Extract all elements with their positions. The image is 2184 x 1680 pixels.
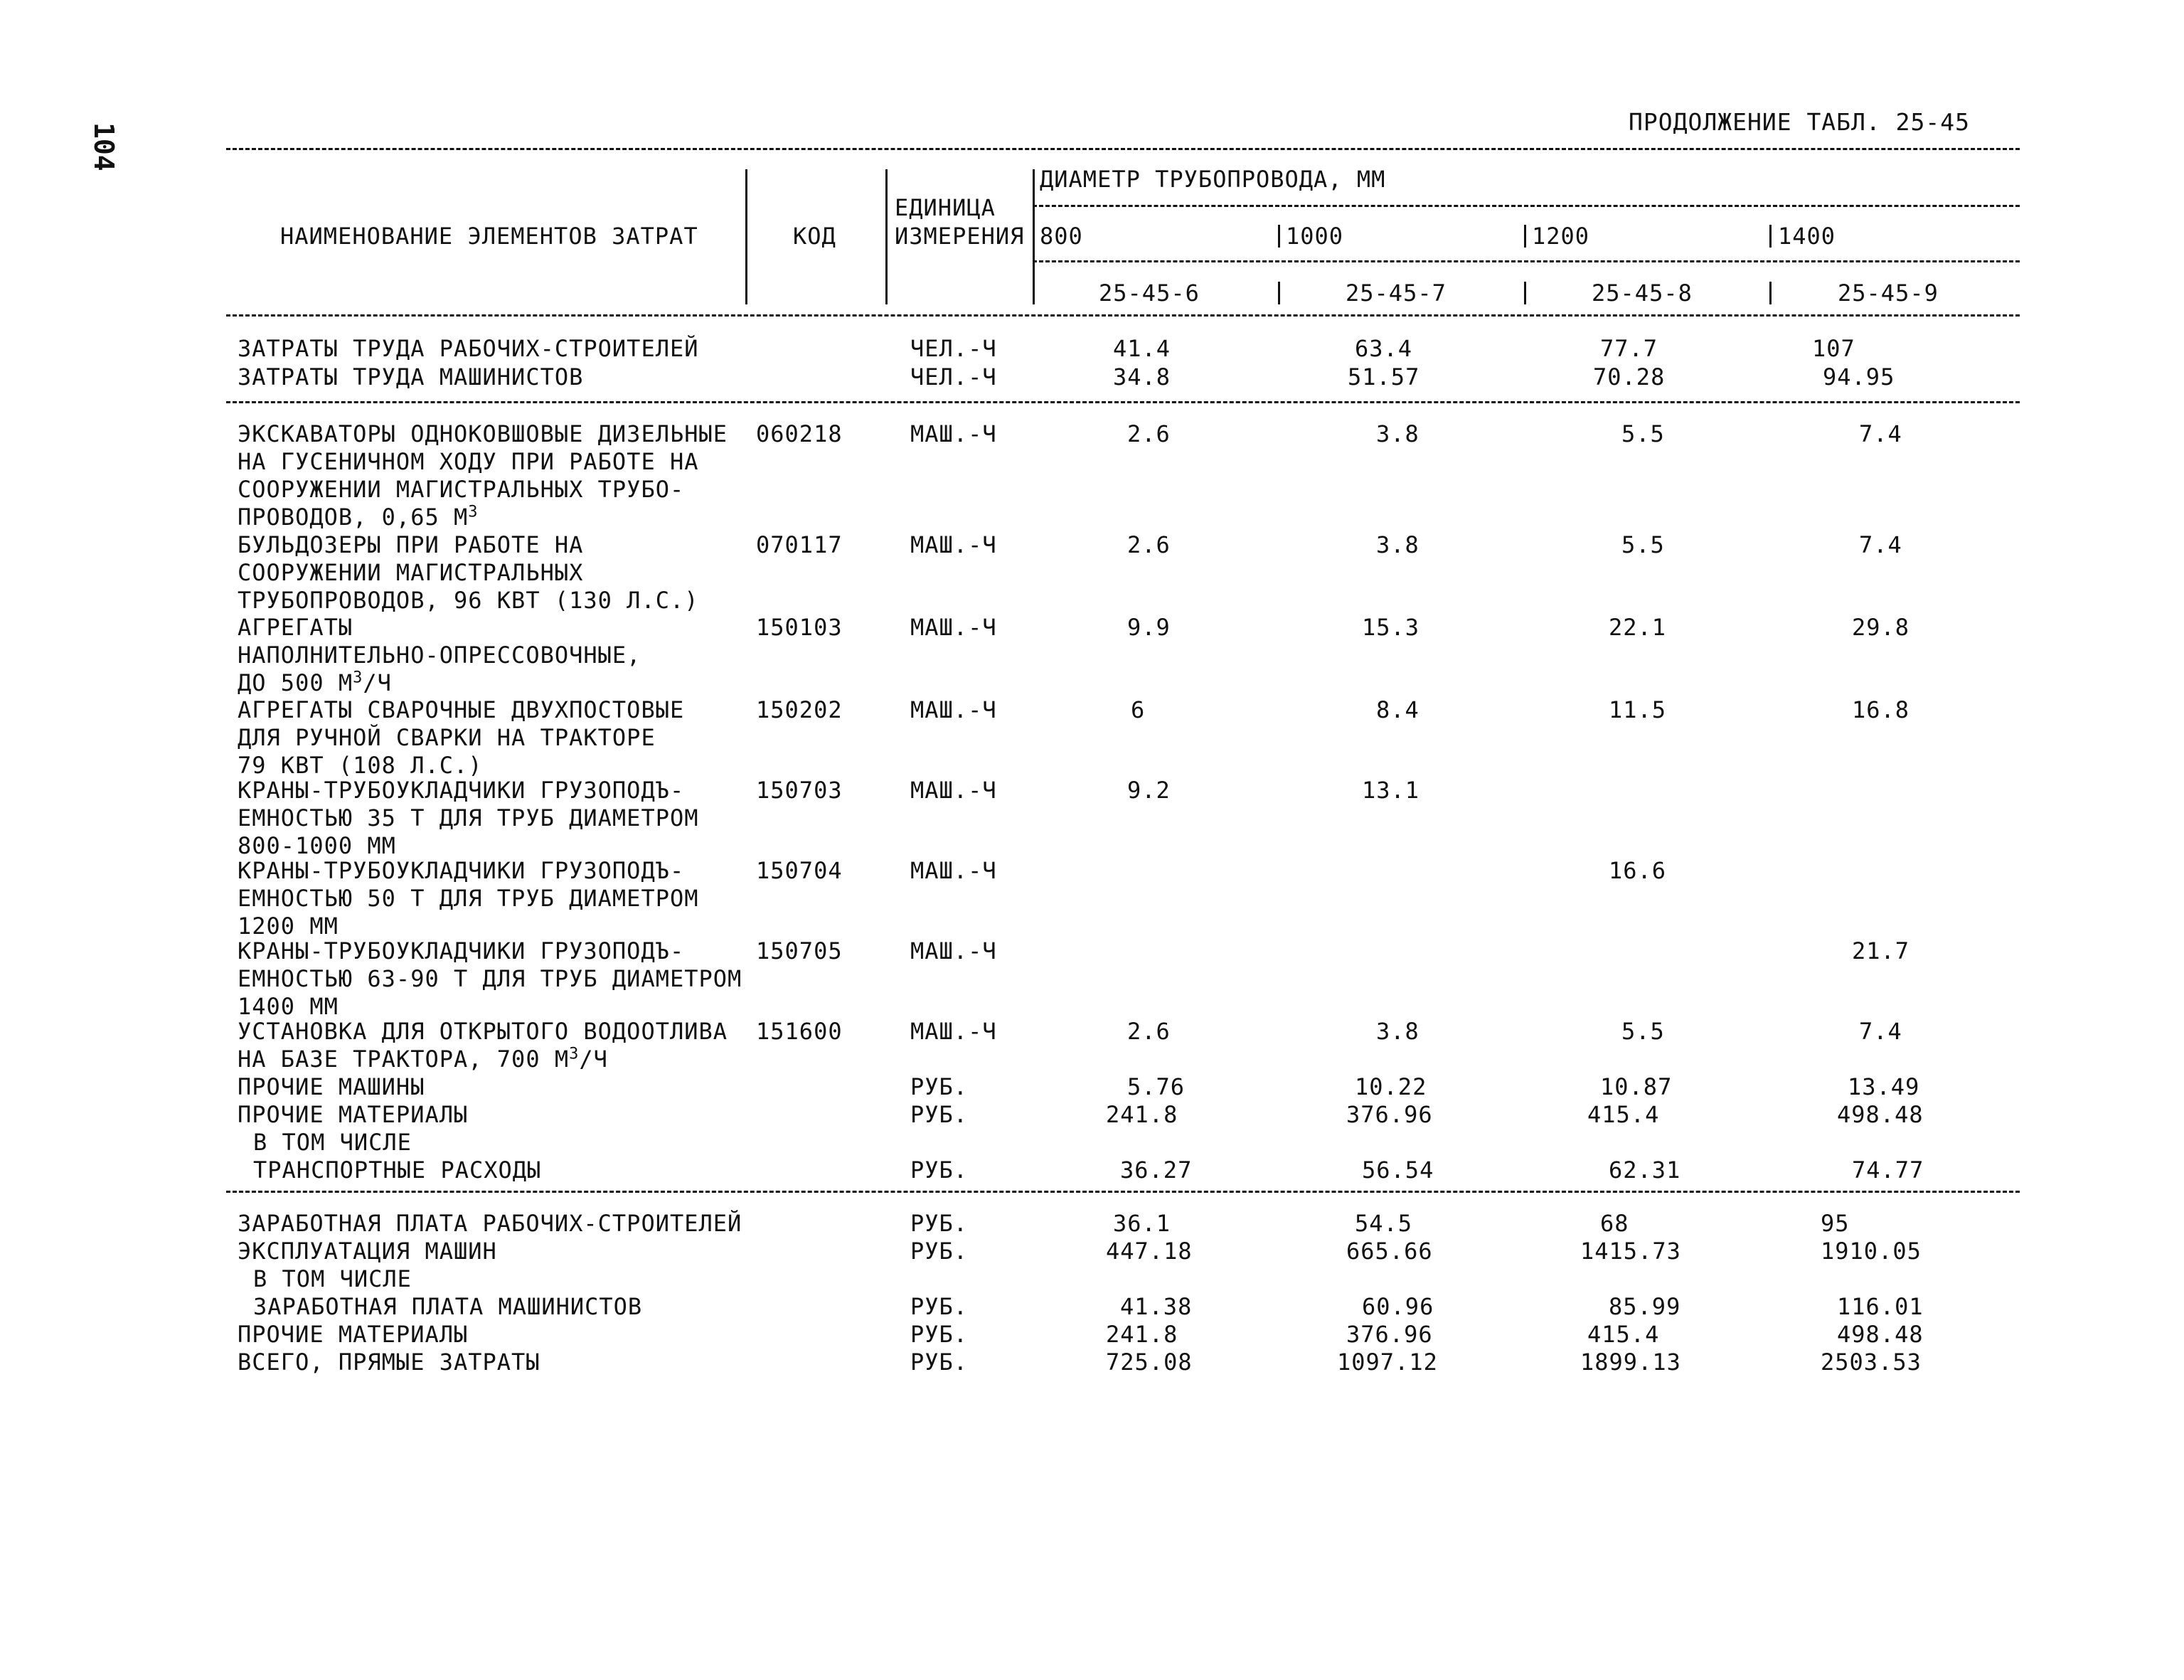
row-unit: МАШ.-Ч [910, 420, 997, 447]
row-value-800: 447.18 [1106, 1238, 1193, 1265]
header-code-25-45-8: 25-45-8 [1592, 280, 1693, 307]
row-name: ЗАТРАТЫ ТРУДА РАБОЧИХ-СТРОИТЕЛЕЙ [238, 335, 699, 362]
row-code: 150703 [756, 777, 843, 804]
row-name-line: УСТАНОВКА ДЛЯ ОТКРЫТОГО ВОДООТЛИВА [238, 1018, 728, 1045]
row-value-800: 2.6 [1127, 1018, 1171, 1045]
row-name-line: СООРУЖЕНИИ МАГИСТРАЛЬНЫХ ТРУБО- [238, 476, 685, 503]
row-unit: МАШ.-Ч [910, 937, 997, 964]
row-name-line: НА ГУСЕНИЧНОМ ХОДУ ПРИ РАБОТЕ НА [238, 448, 699, 475]
table-caption: ПРОДОЛЖЕНИЕ ТАБЛ. 25-45 [1629, 108, 1970, 136]
row-unit: РУБ. [910, 1073, 969, 1100]
header-diameter-rule [1033, 260, 2020, 262]
row-value-800: 5.76 [1127, 1073, 1186, 1100]
header-divider [885, 169, 888, 304]
row-unit: РУБ. [910, 1157, 969, 1184]
row-unit: МАШ.-Ч [910, 1018, 997, 1045]
row-value-1400: 94.95 [1823, 363, 1895, 390]
page-number: 104 [88, 122, 119, 171]
row-name: ПРОЧИЕ МАШИНЫ [238, 1073, 425, 1100]
header-bottom-rule [226, 314, 2020, 317]
row-code: 060218 [756, 420, 843, 447]
row-value-1000: 1097.12 [1337, 1349, 1438, 1376]
row-name: ТРАНСПОРТНЫЕ РАСХОДЫ [253, 1157, 542, 1184]
header-divider [1524, 282, 1526, 304]
header-diameter-1200: 1200 [1532, 223, 1590, 250]
header-code-25-45-6: 25-45-6 [1099, 280, 1200, 307]
row-value-800: 41.4 [1113, 335, 1171, 362]
row-name-line: ЭКСКАВАТОРЫ ОДНОКОВШОВЫЕ ДИЗЕЛЬНЫЕ [238, 420, 728, 447]
row-name-line [238, 1045, 608, 1073]
row-value-1400: 498.48 [1837, 1321, 1924, 1348]
row-value-1400: 116.01 [1837, 1293, 1924, 1320]
row-unit: ЧЕЛ.-Ч [910, 335, 997, 362]
row-unit: ЧЕЛ.-Ч [910, 363, 997, 390]
row-unit: РУБ. [910, 1349, 969, 1376]
row-value-1200: 1415.73 [1580, 1238, 1681, 1265]
row-value-1200: 70.28 [1593, 363, 1666, 390]
row-name-line: ЕМНОСТЬЮ 63-90 Т ДЛЯ ТРУБ ДИАМЕТРОМ [238, 965, 742, 992]
row-value-800: 6 [1131, 696, 1146, 723]
row-name-line [238, 503, 479, 531]
row-name: ПРОЧИЕ МАТЕРИАЛЫ [238, 1321, 469, 1348]
row-value-1000: 10.22 [1355, 1073, 1427, 1100]
superscript: 3 [353, 669, 363, 687]
header-diameter-group: ДИАМЕТР ТРУБОПРОВОДА, ММ [1040, 166, 1386, 193]
row-name: ЗАРАБОТНАЯ ПЛАТА МАШИНИСТОВ [253, 1293, 643, 1320]
row-value-1000: 3.8 [1376, 420, 1419, 447]
row-code: 150705 [756, 937, 843, 964]
row-value-800: 41.38 [1120, 1293, 1193, 1320]
row-name-line: БУЛЬДОЗЕРЫ ПРИ РАБОТЕ НА [238, 531, 584, 558]
row-name-line: 79 КВТ (108 Л.С.) [238, 752, 483, 779]
row-value-1200: 11.5 [1609, 696, 1667, 723]
header-divider [1769, 282, 1772, 304]
row-value-1400: 13.49 [1848, 1073, 1920, 1100]
row-value-800: 241.8 [1106, 1101, 1178, 1128]
row-value-800: 2.6 [1127, 531, 1171, 558]
row-name-line: 1400 ММ [238, 993, 339, 1020]
row-name-text: /Ч [363, 669, 392, 696]
row-name-line: ДЛЯ РУЧНОЙ СВАРКИ НА ТРАКТОРЕ [238, 724, 656, 751]
section-rule [226, 1191, 2020, 1193]
row-name: ВСЕГО, ПРЯМЫЕ ЗАТРАТЫ [238, 1349, 540, 1376]
row-unit: РУБ. [910, 1210, 969, 1237]
header-diameter-1000: 1000 [1286, 223, 1344, 250]
row-value-800: 34.8 [1113, 363, 1171, 390]
row-value-800: 9.9 [1127, 614, 1171, 641]
superscript: 3 [468, 503, 479, 521]
row-unit: МАШ.-Ч [910, 857, 997, 884]
row-value-1000: 376.96 [1346, 1101, 1433, 1128]
row-name-line [238, 669, 392, 697]
header-unit-col-line1: ЕДИНИЦА [895, 194, 996, 221]
row-name-text: /Ч [579, 1046, 608, 1073]
row-value-1200: 77.7 [1600, 335, 1658, 362]
header-top-rule [226, 148, 2020, 150]
row-name: ЗАРАБОТНАЯ ПЛАТА РАБОЧИХ-СТРОИТЕЛЕЙ [238, 1210, 742, 1237]
row-unit: МАШ.-Ч [910, 531, 997, 558]
row-name-line: АГРЕГАТЫ СВАРОЧНЫЕ ДВУХПОСТОВЫЕ [238, 696, 685, 723]
row-value-1200: 16.6 [1609, 857, 1667, 884]
header-divider [1524, 225, 1526, 248]
row-unit: МАШ.-Ч [910, 614, 997, 641]
row-value-1400: 7.4 [1859, 531, 1902, 558]
header-name-col: НАИМЕНОВАНИЕ ЭЛЕМЕНТОВ ЗАТРАТ [280, 223, 698, 250]
header-divider [1278, 282, 1280, 304]
row-value-1400: 7.4 [1859, 420, 1902, 447]
row-value-1000: 3.8 [1376, 1018, 1419, 1045]
row-value-1000: 15.3 [1362, 614, 1420, 641]
row-value-1400: 2503.53 [1821, 1349, 1922, 1376]
row-name-line: ТРУБОПРОВОДОВ, 96 КВТ (130 Л.С.) [238, 587, 699, 614]
row-value-1000: 51.57 [1348, 363, 1420, 390]
row-name: ЭКСПЛУАТАЦИЯ МАШИН [238, 1238, 497, 1265]
row-value-1400: 95 [1821, 1210, 1850, 1237]
row-value-1000: 3.8 [1376, 531, 1419, 558]
header-diameter-800: 800 [1040, 223, 1083, 250]
row-value-1400: 107 [1812, 335, 1855, 362]
row-unit: РУБ. [910, 1293, 969, 1320]
row-value-800: 2.6 [1127, 420, 1171, 447]
row-name: ЗАТРАТЫ ТРУДА МАШИНИСТОВ [238, 363, 584, 390]
header-group-rule [1033, 205, 2020, 207]
row-unit: МАШ.-Ч [910, 777, 997, 804]
row-code: 151600 [756, 1018, 843, 1045]
row-subheading: В ТОМ ЧИСЛЕ [253, 1129, 412, 1156]
row-value-1200: 62.31 [1609, 1157, 1681, 1184]
section-rule [226, 401, 2020, 403]
row-value-1000: 56.54 [1362, 1157, 1434, 1184]
row-value-1000: 13.1 [1362, 777, 1420, 804]
row-value-1000: 54.5 [1355, 1210, 1413, 1237]
row-code: 070117 [756, 531, 843, 558]
header-diameter-1400: 1400 [1778, 223, 1836, 250]
header-unit-col-line2: ИЗМЕРЕНИЯ [895, 223, 1025, 250]
row-value-800: 36.1 [1113, 1210, 1171, 1237]
row-unit: РУБ. [910, 1321, 969, 1348]
row-name-line: КРАНЫ-ТРУБОУКЛАДЧИКИ ГРУЗОПОДЪ- [238, 857, 685, 884]
row-value-800: 241.8 [1106, 1321, 1178, 1348]
row-value-1400: 21.7 [1852, 937, 1910, 964]
row-name-text: ДО 500 М [238, 669, 353, 696]
header-divider [1278, 225, 1280, 248]
row-name-line: ЕМНОСТЬЮ 50 Т ДЛЯ ТРУБ ДИАМЕТРОМ [238, 885, 699, 912]
header-divider [1769, 225, 1772, 248]
header-divider [745, 169, 747, 304]
row-name: ПРОЧИЕ МАТЕРИАЛЫ [238, 1101, 469, 1128]
header-divider [1033, 169, 1035, 304]
row-subheading: В ТОМ ЧИСЛЕ [253, 1265, 412, 1292]
row-value-1400: 16.8 [1852, 696, 1910, 723]
row-value-1200: 85.99 [1609, 1293, 1681, 1320]
superscript: 3 [569, 1045, 580, 1063]
row-value-1200: 68 [1600, 1210, 1629, 1237]
row-value-1400: 1910.05 [1821, 1238, 1922, 1265]
row-name-line: 1200 ММ [238, 913, 339, 940]
row-name-line: НАПОЛНИТЕЛЬНО-ОПРЕССОВОЧНЫЕ, [238, 642, 641, 669]
row-name-line: КРАНЫ-ТРУБОУКЛАДЧИКИ ГРУЗОПОДЪ- [238, 777, 685, 804]
row-unit: МАШ.-Ч [910, 696, 997, 723]
row-name-text: НА БАЗЕ ТРАКТОРА, 700 М [238, 1046, 570, 1073]
row-unit: РУБ. [910, 1101, 969, 1128]
row-value-1400: 74.77 [1852, 1157, 1924, 1184]
row-value-1200: 5.5 [1621, 1018, 1665, 1045]
header-code-col: КОД [793, 223, 836, 250]
row-value-1000: 376.96 [1346, 1321, 1433, 1348]
row-name-text: ПРОВОДОВ, 0,65 М [238, 504, 469, 531]
row-name-line: 800-1000 ММ [238, 832, 396, 859]
row-value-1200: 415.4 [1587, 1321, 1660, 1348]
row-value-800: 725.08 [1106, 1349, 1193, 1376]
row-value-1400: 7.4 [1859, 1018, 1902, 1045]
row-value-800: 36.27 [1120, 1157, 1193, 1184]
row-value-800: 9.2 [1127, 777, 1171, 804]
row-value-1000: 63.4 [1355, 335, 1413, 362]
row-name-line: АГРЕГАТЫ [238, 614, 353, 641]
row-value-1200: 415.4 [1587, 1101, 1660, 1128]
row-value-1000: 60.96 [1362, 1293, 1434, 1320]
row-value-1000: 8.4 [1376, 696, 1419, 723]
row-value-1200: 10.87 [1600, 1073, 1673, 1100]
row-value-1200: 22.1 [1609, 614, 1667, 641]
row-code: 150704 [756, 857, 843, 884]
row-value-1400: 29.8 [1852, 614, 1910, 641]
row-value-1400: 498.48 [1837, 1101, 1924, 1128]
row-name-line: СООРУЖЕНИИ МАГИСТРАЛЬНЫХ [238, 559, 584, 586]
row-value-1200: 5.5 [1621, 531, 1665, 558]
header-code-25-45-9: 25-45-9 [1838, 280, 1939, 307]
row-code: 150103 [756, 614, 843, 641]
row-value-1000: 665.66 [1346, 1238, 1433, 1265]
row-name-line: ЕМНОСТЬЮ 35 Т ДЛЯ ТРУБ ДИАМЕТРОМ [238, 804, 699, 831]
row-value-1200: 1899.13 [1580, 1349, 1681, 1376]
header-code-25-45-7: 25-45-7 [1346, 280, 1447, 307]
row-unit: РУБ. [910, 1238, 969, 1265]
row-value-1200: 5.5 [1621, 420, 1665, 447]
row-name-line: КРАНЫ-ТРУБОУКЛАДЧИКИ ГРУЗОПОДЪ- [238, 937, 685, 964]
row-code: 150202 [756, 696, 843, 723]
